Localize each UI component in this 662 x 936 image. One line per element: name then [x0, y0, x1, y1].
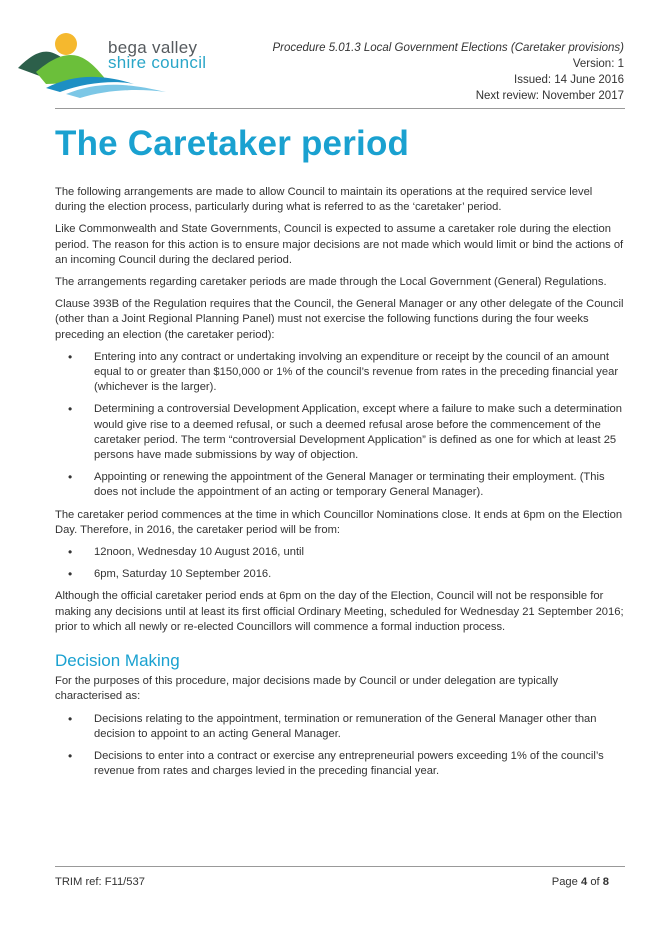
page-prefix: Page — [551, 876, 581, 888]
footer-divider — [55, 866, 625, 867]
logo-line-shire-council: shire council — [108, 53, 207, 72]
list-item: • Appointing or renewing the appointment of the General Manager or terminating their employment. (This does not include the appointment of an acting or temporary General Manager). — [55, 470, 625, 500]
list-item: • Decisions to enter into a contract or exercise any entrepreneurial powers exceeding 1% of the council’s revenue from rates and charges levied in the preceding financial year. — [55, 749, 625, 779]
list-item: • 12noon, Wednesday 10 August 2016, until — [55, 545, 625, 560]
caretaker-period-list — [55, 545, 625, 582]
issued-date: Issued: 14 June 2016 — [514, 74, 624, 86]
logo-sun-icon — [55, 33, 77, 55]
paragraph: Clause 393B of the Regulation requires that the Council, the General Manager or any other delegate of the Council (other than a Joint Regional Planning Panel) must not exercise the following functions during the four weeks preceding an election (the caretaker period): — [55, 298, 624, 341]
page-title: The Caretaker period — [55, 124, 410, 163]
logo-text — [108, 40, 206, 70]
header-divider — [55, 108, 625, 109]
section-heading-decision-making: Decision Making — [55, 651, 180, 671]
restricted-functions-list — [55, 350, 625, 501]
major-decisions-list — [55, 712, 625, 780]
next-review-date: Next review: November 2017 — [475, 90, 624, 102]
page-current: 4 — [580, 876, 588, 888]
logo-water-light-icon — [66, 85, 166, 98]
paragraph: The following arrangements are made to allow Council to maintain its operations at the required service level during the election process, particularly during what is referred to as the ‘caretaker’ period. — [55, 186, 593, 214]
list-item: • Determining a controversial Development Application, except where a failure to make such a determination would give rise to a deemed refusal, or such a deemed refusal arose before the commencement of the caretaker period. The term “controversial Development Application” is defined as one for which at least 25 persons have made submissions by way of objection. — [55, 402, 625, 463]
paragraph: For the purposes of this procedure, major decisions made by Council or under delegation are typically characterised as: — [55, 675, 559, 703]
logo-line-bega-valley: bega valley — [108, 38, 198, 57]
version-label: Version: 1 — [572, 58, 624, 70]
document-body — [55, 185, 625, 787]
procedure-title: Procedure 5.01.3 Local Government Elections (Caretaker provisions) — [272, 42, 624, 54]
page-number — [552, 876, 609, 888]
trim-reference: TRIM ref: F11/537 — [55, 876, 145, 888]
paragraph: The caretaker period commences at the time in which Councillor Nominations close. It ends at 6pm on the Election Day. Therefore, in 2016, the caretaker period will be from: — [55, 508, 623, 536]
paragraph: Although the official caretaker period ends at 6pm on the day of the Election, Council will not be responsible for making any decisions until at least its first official Ordinary Meeting, scheduled for Wednesday 21 September 2016; prior to which all newly or re-elected Councillors will commence a formal induction process. — [55, 590, 624, 633]
page-of: of — [587, 876, 603, 888]
paragraph: Like Commonwealth and State Governments, Council is expected to assume a caretaker role during the election period. The reason for this action is to ensure major decisions are not made which would limit or bind the actions of an incoming Council during the declared period. — [55, 223, 624, 266]
list-item: • 6pm, Saturday 10 September 2016. — [55, 567, 625, 582]
page-total: 8 — [602, 876, 609, 888]
list-item: • Decisions relating to the appointment, termination or remuneration of the General Manager other than decision to appoint to an acting General Manager. — [55, 712, 625, 742]
document-header-info — [272, 40, 624, 104]
list-item: • Entering into any contract or undertaking involving an expenditure or receipt by the council of an amount equal to or greater than $150,000 or 1% of the council’s revenue from rates in the preceding financial year (whichever is the larger). — [55, 350, 625, 396]
paragraph: The arrangements regarding caretaker periods are made through the Local Government (General) Regulations. — [55, 276, 607, 289]
